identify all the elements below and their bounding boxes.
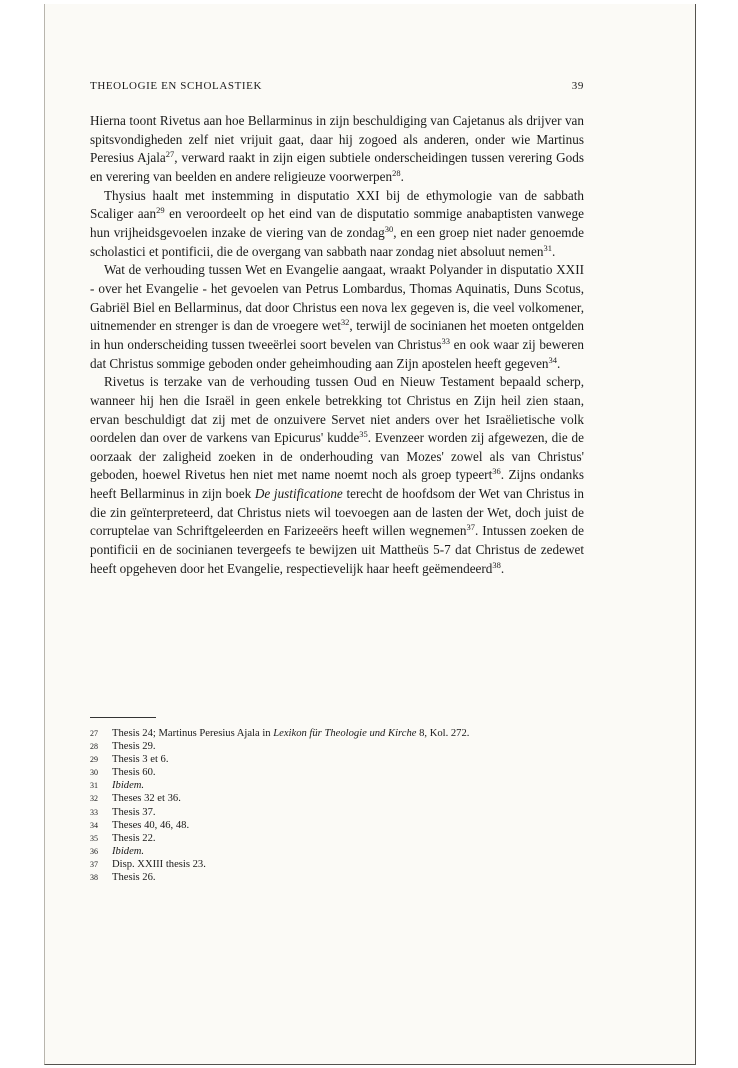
- footnote: [90, 753, 584, 766]
- paragraph: [90, 112, 584, 187]
- paragraph: [90, 261, 584, 373]
- text-run: Hierna toont Rivetus aan hoe Bellarminus in zijn beschuldiging van Cajetanus als drijver van spitsvondigheden zelf niet vrijuit gaat, daar hij zogoed als anderen, onder wie Martinus Peresius Ajala: [90, 113, 584, 166]
- text-run: Thysius haalt met instemming in disputatio XXI bij de ethymologie van de sabbath Scaliger aan: [90, 187, 584, 222]
- footnote-ref: 28: [392, 167, 401, 178]
- footnote-text: [112, 792, 584, 805]
- footnote-number: 32: [90, 794, 98, 804]
- italic-text: Lexikon für Theologie und Kirche: [273, 728, 417, 739]
- footnote: [90, 858, 584, 871]
- italic-text: Ibidem.: [112, 780, 145, 792]
- text-run: , en een groep niet nader genoemde scholastici et pontificii, die de overgang van sabbath naar zondag niet absoluut nemen: [90, 224, 584, 259]
- footnote-ref: 33: [441, 335, 451, 346]
- footnote-text: [112, 832, 584, 845]
- footnote: [90, 779, 584, 792]
- footnote-number: 31: [90, 781, 98, 791]
- footnote-number: 27: [90, 729, 98, 738]
- text-run: , verward raakt in zijn eigen subtiele onderscheidingen tussen verering Gods en verering van beelden en andere religieuze voorwerpen: [90, 150, 584, 184]
- footnote-number: 28: [90, 742, 98, 752]
- footnote-text: [112, 740, 584, 753]
- footnote-text: [112, 845, 584, 858]
- paragraph: [90, 187, 584, 262]
- text-run: . Zijns ondanks heeft Bellarminus in zijn boek: [90, 467, 584, 502]
- text-run: Thesis 29.: [112, 741, 156, 753]
- text-run: Thesis 3 et 6.: [112, 754, 169, 766]
- text-run: 8, Kol. 272.: [416, 728, 470, 739]
- paragraph: [90, 373, 584, 578]
- footnote-number: 29: [90, 755, 98, 765]
- page-number: 39: [571, 80, 584, 92]
- footnote-number: 30: [90, 768, 98, 778]
- footnote-ref: 36: [492, 466, 501, 477]
- footnote-text: [112, 858, 584, 871]
- text-run: Thesis 26.: [112, 872, 156, 884]
- footnote-text: [112, 779, 584, 792]
- text-run: Disp. XXIII thesis 23.: [112, 858, 206, 870]
- text-run: terecht de hoofdsom der Wet van Christus in die zin geïnterpreteerd, dat Christus niets wil toevoegen aan de lasten der Wet, doch juist de corruptelae van Schriftgeleerden en Farizeeërs heeft willen wegnemen: [90, 486, 584, 539]
- footnote-number: 36: [90, 846, 98, 856]
- footnote: [90, 871, 584, 884]
- text-run: en veroordeelt op het eind van de disputatio sommige anabaptisten vanwege hun vrijheidsgevoelen inzake de viering van de zondag: [90, 206, 584, 240]
- running-head: [90, 80, 584, 96]
- text-run: Thesis 24; Martinus Peresius Ajala in: [112, 728, 274, 739]
- footnote-ref: 34: [548, 354, 558, 365]
- footnote-ref: 27: [165, 149, 175, 160]
- footnote-text: [112, 766, 584, 779]
- text-run: Theses 40, 46, 48.: [112, 819, 190, 831]
- footnote-ref: 38: [492, 559, 501, 570]
- italic-text: De justificatione: [254, 486, 343, 502]
- footnote-number: 38: [90, 873, 98, 883]
- footnote: [90, 727, 584, 740]
- text-run: . Intussen zoeken de pontificii en de socinianen tevergeefs te bewijzen uit Mattheüs 5-7 dat Christus de zedewet heeft opgeheven door het Evangelie, respectievelijk haar heeft geëmendeerd: [90, 523, 584, 576]
- footnote-ref: 29: [156, 205, 165, 216]
- text-run: Thesis 37.: [112, 806, 156, 818]
- text-run: Thesis 22.: [112, 832, 156, 844]
- footnote-text: [112, 806, 584, 819]
- footnotes: [90, 727, 584, 884]
- text-run: .: [552, 243, 556, 259]
- footnote-number: 33: [90, 807, 98, 817]
- body-text: [90, 112, 584, 578]
- footnote: [90, 806, 584, 819]
- text-run: Rivetus is terzake van de verhouding tussen Oud en Nieuw Testament bepaald scherp, wanneer hij hen die Israël in geen enkele betrekking tot Christus en Zijn heil zien staan, ervan beschuldigt dat zij met de onzuivere Servet niet anders over het Israëlietische volk oordelen dan over de varkens van Epicurus' kudde: [90, 374, 584, 446]
- text-run: Wat de verhouding tussen Wet en Evangelie aangaat, wraakt Polyander in disputatio XXII - over het Evangelie - het gevoelen van Petrus Lombardus, Thomas Aquinatis, Duns Scotus, Gabriël Biel en Bellarminus, dat door Christus een nova lex gegeven is, die veel volkomener, uitnemender en strenger is dan de vroegere wet: [90, 262, 584, 334]
- footnote-ref: 30: [384, 223, 394, 234]
- footnote: [90, 792, 584, 805]
- footnote: [90, 819, 584, 832]
- text-run: . Evenzeer worden zij afgewezen, die de oorzaak der zaligheid zoeken in de onderhouding van Mozes' zowel als van Christus' geboden, hoewel Rivetus hen niet met name noemt noch als groep typeert: [90, 430, 584, 483]
- footnote-text: [112, 753, 584, 766]
- footnote-number: 35: [90, 833, 98, 843]
- text-run: Theses 32 et 36.: [112, 793, 181, 805]
- footnote-ref: 31: [543, 242, 552, 253]
- footnote-ref: 32: [340, 317, 350, 328]
- italic-text: Ibidem.: [112, 845, 145, 857]
- footnote: [90, 845, 584, 858]
- footnote-number: 34: [90, 820, 98, 830]
- text-run: en ook waar zij beweren dat Christus sommige geboden onder geheimhouding aan Zijn apostelen heeft gegeven: [90, 336, 584, 371]
- text-run: .: [500, 560, 505, 576]
- footnote-text: [112, 819, 584, 832]
- footnote-text: [112, 727, 584, 740]
- footnote-ref: 35: [359, 429, 368, 440]
- text-run: Thesis 60.: [112, 767, 156, 779]
- footnote-separator: [90, 717, 156, 718]
- footnote-text: [112, 871, 584, 884]
- running-head-title: THEOLOGIE EN SCHOLASTIEK: [90, 80, 263, 92]
- footnote-number: 37: [90, 859, 98, 869]
- footnote: [90, 766, 584, 779]
- footnote: [90, 832, 584, 845]
- text-run: .: [400, 168, 404, 184]
- footnote-ref: 37: [466, 522, 475, 533]
- footnote: [90, 740, 584, 753]
- text-run: , terwijl de socinianen het moeten ontgelden in hun onderscheiding tussen tweeërlei soort bevelen van Christus: [90, 318, 584, 352]
- text-run: .: [557, 355, 561, 371]
